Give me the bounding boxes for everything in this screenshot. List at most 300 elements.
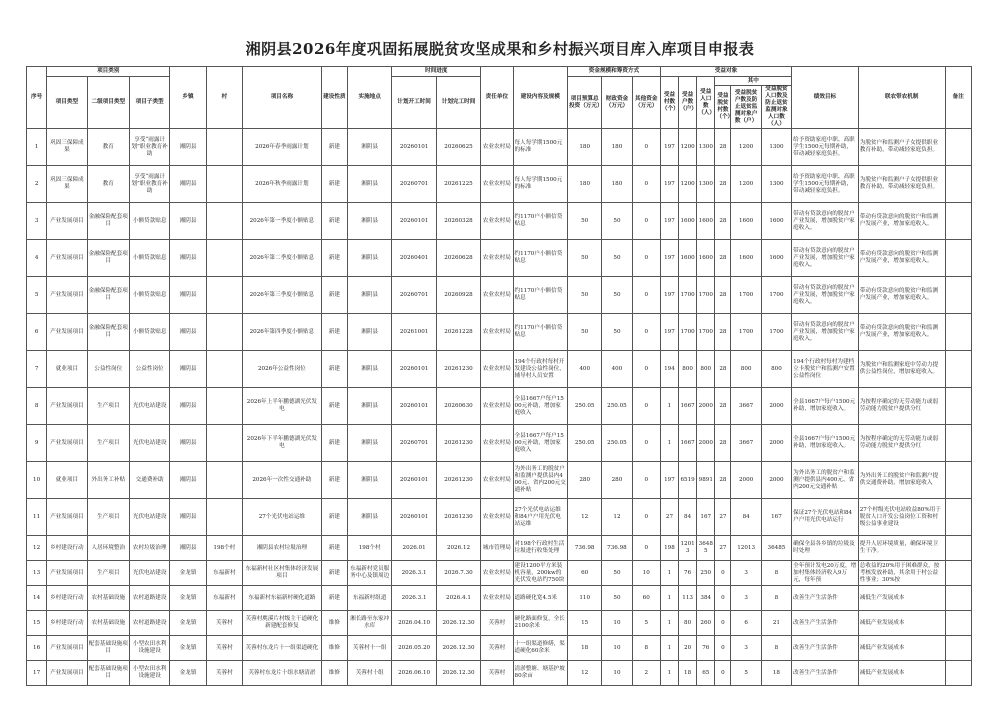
cell-level2: 生产项目 [87, 561, 129, 586]
cell-town: 湘阴县 [170, 499, 206, 536]
cell-nature: 新建 [321, 277, 347, 314]
cell-poverty-people: 167 [761, 499, 791, 536]
cell-content: 约1170户小额信贷贴息 [513, 314, 568, 351]
cell-households: 1700 [679, 314, 697, 351]
cell-poverty-villages: 28 [715, 203, 731, 240]
cell-poverty-households: 1200 [731, 129, 761, 166]
cell-level2: 生产项目 [87, 499, 129, 536]
table-row [27, 203, 972, 240]
cell-village [206, 203, 242, 240]
cell-total: 60 [568, 561, 602, 586]
header-among: 其中 [715, 77, 792, 86]
cell-location: 湘阴县 [347, 351, 391, 388]
cell-other: 60 [632, 586, 660, 611]
cell-households: 1667 [679, 388, 697, 425]
cell-village [206, 425, 242, 462]
cell-end: 20261230 [436, 425, 480, 462]
cell-town: 金龙镇 [170, 586, 206, 611]
cell-village: 198个村 [206, 536, 242, 561]
cell-seq: 6 [27, 314, 47, 351]
cell-villages: 1 [660, 611, 678, 636]
cell-type: 产业发展项目 [47, 425, 87, 462]
cell-seq: 4 [27, 240, 47, 277]
cell-content: 建设1200平方米装机容量，200kw的光伏发电站约750块 [513, 561, 568, 586]
cell-fiscal: 400 [602, 351, 632, 388]
table-row [27, 611, 972, 636]
cell-town: 湘阴县 [170, 240, 206, 277]
cell-other: 5 [632, 611, 660, 636]
cell-households: 6519 [679, 462, 697, 499]
cell-sub: 农村垃圾治理 [129, 536, 169, 561]
cell-people: 167 [697, 499, 715, 536]
cell-seq: 13 [27, 561, 47, 586]
cell-seq: 16 [27, 636, 47, 661]
cell-other: 0 [632, 388, 660, 425]
cell-poverty-people: 8 [761, 561, 791, 586]
table-row [27, 536, 972, 561]
cell-sub: 小额贷款贴息 [129, 240, 169, 277]
cell-type: 产业发展项目 [47, 240, 87, 277]
cell-seq: 15 [27, 611, 47, 636]
cell-location: 芙蓉村十组 [347, 661, 391, 686]
cell-fiscal: 250.05 [602, 388, 632, 425]
cell-villages: 1 [660, 636, 678, 661]
cell-poverty-villages: 27 [715, 536, 731, 561]
cell-location: 湘阴县 [347, 462, 391, 499]
cell-villages: 1 [660, 586, 678, 611]
header-fund-plan: 资金规模和筹资方式 [568, 67, 661, 77]
cell-poverty-households: 1200 [731, 166, 761, 203]
cell-start: 20260101 [392, 351, 436, 388]
cell-other: 0 [632, 240, 660, 277]
cell-nature: 新建 [321, 129, 347, 166]
header-link-mechanism: 联农带农机制 [858, 67, 945, 129]
cell-poverty-villages: 28 [715, 166, 731, 203]
cell-start: 20260401 [392, 240, 436, 277]
cell-unit: 农业农村局 [481, 388, 513, 425]
cell-mechanism: 为按程序确定的无劳动能力或弱劳动能力脱贫户提供分红 [858, 388, 945, 425]
table-header [27, 67, 972, 129]
cell-total: 50 [568, 277, 602, 314]
cell-level2: 金融保险配套项目 [87, 240, 129, 277]
cell-location: 东福新村党员服务中心及镇周边 [347, 561, 391, 586]
cell-poverty-households: 5 [731, 661, 761, 686]
cell-project-name: 2026年第一季度小额贴息 [243, 203, 322, 240]
cell-goal: 全县1667户每户1500元补助，增加家庭收入。 [792, 388, 859, 425]
cell-poverty-people: 1600 [761, 203, 791, 240]
cell-goal: 改善生产生活条件 [792, 586, 859, 611]
cell-goal: 带动有贷款意向的脱贫户产业发展，增加脱贫户家庭收入。 [792, 203, 859, 240]
cell-sub: 小额贷款贴息 [129, 203, 169, 240]
cell-seq: 10 [27, 462, 47, 499]
cell-unit: 农业农村局 [481, 561, 513, 586]
cell-remark [945, 240, 971, 277]
cell-fiscal: 50 [602, 240, 632, 277]
header-poverty-households: 受益脱贫户数及防止返贫监测对象户数（户） [731, 86, 761, 129]
cell-households: 1700 [679, 277, 697, 314]
cell-goal: 全年预计发电20万度，增加村集体经济收入9万元，每年预 [792, 561, 859, 586]
cell-goal: 确保全县各乡镇的垃圾及时处理 [792, 536, 859, 561]
cell-location: 湘阴县 [347, 240, 391, 277]
cell-goal: 带动有贷款意向的脱贫户产业发展，增加脱贫户家庭收入。 [792, 277, 859, 314]
cell-goal: 保证27个光伏电站和84户户用光伏电站运行 [792, 499, 859, 536]
header-benefit-households: 受益户数（户） [679, 77, 697, 129]
cell-fiscal: 50 [602, 314, 632, 351]
table-row [27, 561, 972, 586]
cell-town: 湘阴县 [170, 277, 206, 314]
cell-end: 2026.12 [436, 536, 480, 561]
cell-project-name: 东福新村东福新村硬化道路 [243, 586, 322, 611]
cell-poverty-villages: 28 [715, 462, 731, 499]
cell-households: 113 [679, 586, 697, 611]
cell-level2: 人居环境整治 [87, 536, 129, 561]
header-cat-type: 项目类型 [47, 77, 87, 129]
cell-unit: 农业农村局 [481, 425, 513, 462]
cell-nature: 新建 [321, 499, 347, 536]
cell-households: 800 [679, 351, 697, 388]
cell-remark [945, 636, 971, 661]
cell-seq: 14 [27, 586, 47, 611]
table-row [27, 351, 972, 388]
cell-poverty-people: 18 [761, 661, 791, 686]
cell-start: 2026.05.20 [392, 636, 436, 661]
cell-type: 巩固三保障成果 [47, 166, 87, 203]
cell-content: 194个行政村每村开发建设公益性岗位，辅导村人员安置 [513, 351, 568, 388]
cell-mechanism: 带动有贷款意向的脱贫户和监测户发展产业，增加家庭收入。 [858, 203, 945, 240]
cell-other: 0 [632, 166, 660, 203]
cell-mechanism: 带动有贷款意向的脱贫户和监测户发展产业，增加家庭收入。 [858, 277, 945, 314]
cell-nature: 维修 [321, 611, 347, 636]
cell-level2: 外出务工补贴 [87, 462, 129, 499]
cell-people: 800 [697, 351, 715, 388]
cell-content: 十一组渠道修缮，渠道硬化60余米 [513, 636, 568, 661]
cell-villages: 197 [660, 203, 678, 240]
header-poverty-people: 受益脱贫人口数及防止返贫监测对象人口数（人） [761, 86, 791, 129]
cell-nature: 新建 [321, 425, 347, 462]
cell-project-name: 2026年第二季度小额贴息 [243, 240, 322, 277]
cell-poverty-villages: 28 [715, 425, 731, 462]
cell-remark [945, 166, 971, 203]
cell-people: 1300 [697, 166, 715, 203]
cell-total: 250.05 [568, 388, 602, 425]
cell-poverty-people: 2000 [761, 425, 791, 462]
cell-poverty-people: 2000 [761, 388, 791, 425]
cell-village [206, 240, 242, 277]
cell-location: 湘阴县 [347, 166, 391, 203]
cell-start: 2026.01 [392, 536, 436, 561]
cell-fiscal: 50 [602, 277, 632, 314]
cell-start: 20260101 [392, 129, 436, 166]
cell-goal: 带动有贷款意向的脱贫户产业发展，增加脱贫户家庭收入。 [792, 314, 859, 351]
cell-goal: 为外出务工的脱贫户和监测户提供县内400元、省内200元交通补贴 [792, 462, 859, 499]
cell-households: 76 [679, 561, 697, 586]
cell-remark [945, 499, 971, 536]
cell-remark [945, 351, 971, 388]
cell-nature: 新建 [321, 240, 347, 277]
cell-poverty-villages: 0 [715, 611, 731, 636]
cell-level2: 农村基础设施 [87, 586, 129, 611]
cell-people: 260 [697, 611, 715, 636]
cell-sub: 小额贷款贴息 [129, 277, 169, 314]
cell-other: 0 [632, 314, 660, 351]
cell-sub: 农村道路建设 [129, 611, 169, 636]
cell-poverty-villages: 28 [715, 277, 731, 314]
table-row [27, 462, 972, 499]
cell-poverty-households: 3 [731, 586, 761, 611]
cell-town: 金龙镇 [170, 636, 206, 661]
header-other: 其他资金（万元） [632, 77, 660, 129]
cell-poverty-villages: 28 [715, 240, 731, 277]
table-row [27, 314, 972, 351]
cell-village [206, 351, 242, 388]
cell-town: 湘阴县 [170, 351, 206, 388]
cell-other: 0 [632, 129, 660, 166]
cell-village: 芙蓉村 [206, 661, 242, 686]
cell-mechanism: 带动有贷款意向的脱贫户和监测户发展产业，增加家庭收入。 [858, 240, 945, 277]
cell-goal: 给予资助家庭中职、高职学生1500元每期补助，带动减轻家庭负担。 [792, 166, 859, 203]
cell-level2: 金融保险配套项目 [87, 314, 129, 351]
cell-sub: 光伏电站建设 [129, 561, 169, 586]
cell-start: 20260701 [392, 277, 436, 314]
header-responsible-unit: 责任单位 [481, 67, 513, 129]
header-end-date: 计划完工时间 [436, 77, 480, 129]
cell-unit: 城市管理局 [481, 536, 513, 561]
cell-poverty-households: 1700 [731, 314, 761, 351]
cell-poverty-households: 84 [731, 499, 761, 536]
cell-remark [945, 661, 971, 686]
cell-level2: 教育 [87, 166, 129, 203]
cell-village: 东福新村 [206, 586, 242, 611]
cell-type: 产业发展项目 [47, 636, 87, 661]
cell-households: 80 [679, 611, 697, 636]
cell-project-name: 东福新村社区村集体经济发展项目 [243, 561, 322, 586]
cell-project-name: 2026年第三季度小额贴息 [243, 277, 322, 314]
cell-poverty-households: 1600 [731, 203, 761, 240]
cell-village: 芙蓉村 [206, 611, 242, 636]
cell-unit: 农业农村局 [481, 203, 513, 240]
cell-town: 湘阴县 [170, 314, 206, 351]
cell-village: 东福新村 [206, 561, 242, 586]
cell-start: 2026.06.10 [392, 661, 436, 686]
cell-fiscal: 50 [602, 586, 632, 611]
header-benefit-villages: 受益村数（个） [660, 77, 678, 129]
cell-village: 芙蓉村 [206, 636, 242, 661]
cell-content: 约1170户小额信贷贴息 [513, 240, 568, 277]
cell-project-name: 2026年上半年鹏德湖光伏发电 [243, 388, 322, 425]
cell-town: 金龙镇 [170, 561, 206, 586]
cell-other: 10 [632, 561, 660, 586]
cell-mechanism: 减低产业发展成本 [858, 661, 945, 686]
cell-mechanism: 为脱贫户和监测户子女提供职业教育补助，带动减轻家庭负担。 [858, 166, 945, 203]
cell-fiscal: 10 [602, 661, 632, 686]
cell-total: 50 [568, 314, 602, 351]
cell-total: 180 [568, 129, 602, 166]
cell-seq: 7 [27, 351, 47, 388]
cell-content: 全县1667户每户1500元补助，增加家庭收入 [513, 388, 568, 425]
cell-unit: 农业农村局 [481, 277, 513, 314]
cell-type: 产业发展项目 [47, 314, 87, 351]
cell-mechanism: 减低产业发展成本 [858, 611, 945, 636]
cell-nature: 新建 [321, 561, 347, 586]
cell-village [206, 277, 242, 314]
cell-other: 0 [632, 277, 660, 314]
header-town: 乡镇 [170, 67, 206, 129]
table-row [27, 129, 972, 166]
cell-goal: 带动有贷款意向的脱贫户产业发展，增加脱贫户家庭收入。 [792, 240, 859, 277]
header-budget-total: 项目预算总投资（万元） [568, 77, 602, 129]
cell-start: 20260701 [392, 166, 436, 203]
cell-goal: 改善生产生活条件 [792, 636, 859, 661]
cell-nature: 新建 [321, 203, 347, 240]
cell-unit: 农业农村局 [481, 129, 513, 166]
cell-level2: 农村基础设施 [87, 611, 129, 636]
cell-villages: 197 [660, 129, 678, 166]
cell-location: 芙蓉村十一组 [347, 636, 391, 661]
header-fiscal: 财政资金（万元） [602, 77, 632, 129]
cell-location: 湘阴县 [347, 388, 391, 425]
cell-villages: 1 [660, 388, 678, 425]
cell-project-name: 2026年第四季度小额贴息 [243, 314, 322, 351]
cell-content: 约1170户小额信贷贴息 [513, 203, 568, 240]
cell-total: 400 [568, 351, 602, 388]
cell-content: 对198个行政村生活垃圾进行收集处理 [513, 536, 568, 561]
cell-project-name: 2026年一次性交通补助 [243, 462, 322, 499]
cell-goal: 给予资助家庭中职、高职学生1500元每期补助，带动减轻家庭负担。 [792, 129, 859, 166]
cell-total: 180 [568, 166, 602, 203]
cell-mechanism: 为脱贫户和监测家庭中劳动力提供公益性岗位，增加家庭收入。 [858, 351, 945, 388]
cell-mechanism: 27个村级光伏电站收益80%用于脱贫人口开发公益岗位工资和村级公益事业建设 [858, 499, 945, 536]
cell-total: 250.05 [568, 425, 602, 462]
cell-start: 20261001 [392, 314, 436, 351]
cell-remark [945, 388, 971, 425]
cell-households: 12013 [679, 536, 697, 561]
cell-people: 1700 [697, 314, 715, 351]
cell-town: 湘阴县 [170, 536, 206, 561]
cell-type: 就业项目 [47, 462, 87, 499]
cell-poverty-villages: 28 [715, 388, 731, 425]
cell-type: 产业发展项目 [47, 499, 87, 536]
cell-mechanism: 减低生产发展成本 [858, 586, 945, 611]
cell-end: 2026.12.30 [436, 661, 480, 686]
cell-start: 20260101 [392, 203, 436, 240]
cell-other: 0 [632, 425, 660, 462]
cell-total: 50 [568, 240, 602, 277]
cell-project-name: 2026年公益性岗位 [243, 351, 322, 388]
cell-content: 约1170户小额信贷贴息 [513, 277, 568, 314]
cell-villages: 197 [660, 240, 678, 277]
cell-town: 金龙镇 [170, 611, 206, 636]
cell-poverty-villages: 0 [715, 561, 731, 586]
cell-poverty-villages: 0 [715, 586, 731, 611]
cell-households: 1600 [679, 240, 697, 277]
cell-end: 20260630 [436, 388, 480, 425]
cell-poverty-people: 21 [761, 611, 791, 636]
cell-level2: 配套基础设施项目 [87, 661, 129, 686]
cell-goal: 194个行政村每村为建档立卡脱贫户和监测户安置公益性岗位 [792, 351, 859, 388]
cell-sub: 享受“雨露计划”职业教育补助 [129, 166, 169, 203]
cell-other: 0 [632, 462, 660, 499]
cell-seq: 5 [27, 277, 47, 314]
cell-project-name: 芙蓉村麂溪片村级主干道硬化新建配套修复 [243, 611, 322, 636]
cell-project-name: 27个光伏电站运维 [243, 499, 322, 536]
cell-location: 湘长路至东家冲水库 [347, 611, 391, 636]
cell-end: 20260625 [436, 129, 480, 166]
cell-end: 2026.7.30 [436, 561, 480, 586]
cell-type: 乡村建设行动 [47, 611, 87, 636]
cell-people: 384 [697, 586, 715, 611]
cell-town: 湘阴县 [170, 203, 206, 240]
cell-town: 湘阴县 [170, 166, 206, 203]
cell-remark [945, 203, 971, 240]
header-cat-level2: 二级项目类型 [87, 77, 129, 129]
cell-mechanism: 为脱贫户和监测户子女提供职业教育补助，带动减轻家庭负担。 [858, 129, 945, 166]
cell-unit: 农业农村局 [481, 166, 513, 203]
cell-seq: 12 [27, 536, 47, 561]
cell-type: 乡村建设行动 [47, 586, 87, 611]
cell-mechanism: 为外出务工的脱贫户和监测户提供交通费补助，增加家庭收入 [858, 462, 945, 499]
cell-sub: 光伏电站建设 [129, 388, 169, 425]
cell-mechanism: 总收益的20%用于困难群众，按考核发放补助，其余用于村公益性事业；30%按 [858, 561, 945, 586]
cell-town: 湘阴县 [170, 462, 206, 499]
cell-remark [945, 129, 971, 166]
cell-total: 50 [568, 203, 602, 240]
cell-people: 2000 [697, 425, 715, 462]
cell-project-name: 2026年春季雨露计划 [243, 129, 322, 166]
cell-total: 12 [568, 499, 602, 536]
cell-fiscal: 250.05 [602, 425, 632, 462]
cell-location: 湘阴县 [347, 499, 391, 536]
cell-poverty-villages: 0 [715, 636, 731, 661]
header-benefit-people: 受益人口数（人） [697, 77, 715, 129]
cell-unit: 农业农村局 [481, 499, 513, 536]
cell-villages: 27 [660, 499, 678, 536]
cell-content: 为外出务工的脱贫户和监测户提供县内400元、省内200元交通补贴 [513, 462, 568, 499]
cell-total: 736.98 [568, 536, 602, 561]
header-project-category: 项目类别 [47, 67, 170, 77]
cell-people: 76 [697, 636, 715, 661]
cell-sub: 享受“雨露计划”职业教育补助 [129, 129, 169, 166]
cell-villages: 197 [660, 277, 678, 314]
page-title: 湘阴县2026年度巩固拓展脱贫攻坚成果和乡村振兴项目库入库项目申报表 [245, 40, 755, 58]
cell-other: 0 [632, 351, 660, 388]
cell-nature: 新建 [321, 314, 347, 351]
cell-project-name: 芙蓉村东龙片十一组渠道硬化 [243, 636, 322, 661]
cell-villages: 197 [660, 462, 678, 499]
cell-location: 198个村 [347, 536, 391, 561]
cell-villages: 194 [660, 351, 678, 388]
cell-nature: 新建 [321, 351, 347, 388]
cell-end: 20260328 [436, 203, 480, 240]
cell-remark [945, 611, 971, 636]
cell-start: 20260101 [392, 499, 436, 536]
cell-people: 36485 [697, 536, 715, 561]
cell-fiscal: 280 [602, 462, 632, 499]
cell-town: 湘阴县 [170, 425, 206, 462]
cell-start: 20260101 [392, 388, 436, 425]
header-location: 实施地点 [347, 67, 391, 129]
cell-remark [945, 586, 971, 611]
cell-poverty-people: 1700 [761, 314, 791, 351]
cell-villages: 1 [660, 661, 678, 686]
header-cat-sub: 项目子类型 [129, 77, 169, 129]
header-performance: 绩效目标 [792, 67, 859, 129]
cell-nature: 新建 [321, 462, 347, 499]
cell-fiscal: 10 [602, 611, 632, 636]
cell-level2: 金融保险配套项目 [87, 203, 129, 240]
table-row [27, 425, 972, 462]
cell-type: 产业发展项目 [47, 277, 87, 314]
cell-level2: 教育 [87, 129, 129, 166]
